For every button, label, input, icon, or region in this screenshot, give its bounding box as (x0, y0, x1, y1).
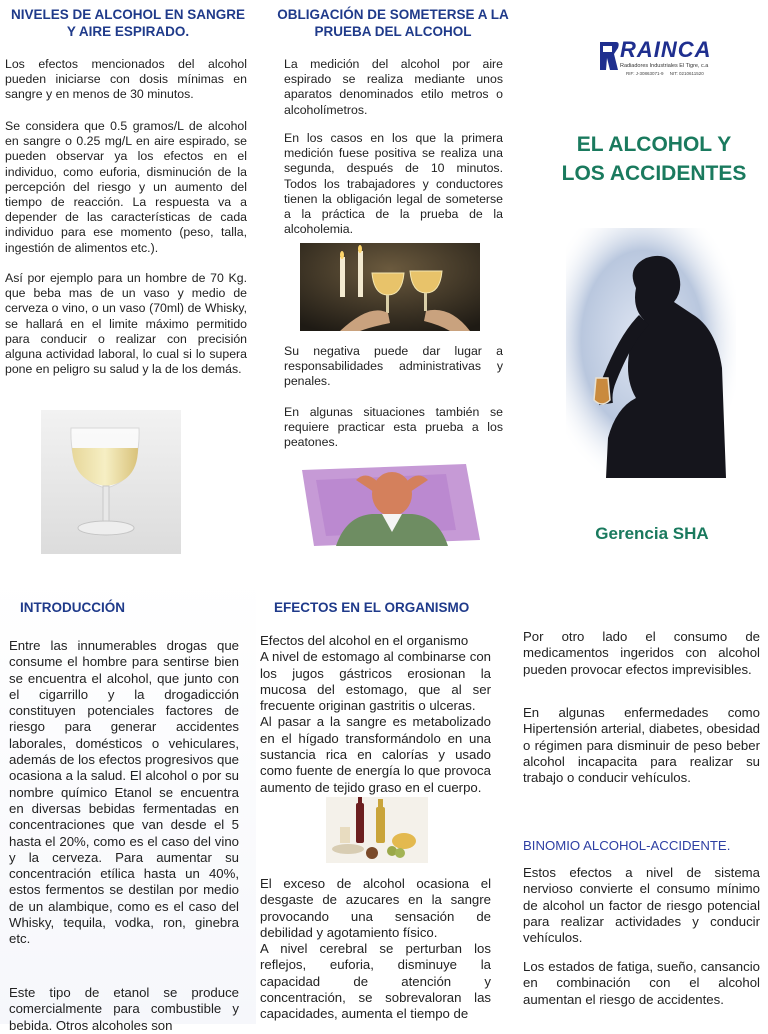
obligacion-p1: La medición del alcohol por aire espirado se realiza mediante unos aparatos denominados etilo metros o alcoholímetros. (284, 57, 503, 117)
rainca-logo (598, 38, 720, 82)
panel-efectos (256, 575, 512, 1024)
rainca-logo-sub: Radiadores Industriales El Tigre, c.a (620, 63, 709, 69)
niveles-p3: Así por ejemplo para un hombre de 70 Kg. que beba mas de un vaso y medio de cerveza o vino, o un vaso (70ml) de Whisky, se hallará en el limite máximo permitido para conducir o realizar con precisión alguna actividad laboral, lo cual si lo supera pone en peligro su salud y la de los demás. (5, 271, 247, 377)
efectos-block2 (260, 876, 491, 1023)
efectos-p2a: El exceso de alcohol ocasiona el desgaste de azucares en la sangre provocando una sensación de debilidad y agotamiento físico. (260, 876, 491, 940)
introduccion-p1: Entre las innumerables drogas que consume el hombre para sentirse bien se encuentra el alcohol, que junto con el cigarrillo y la drogadicción constituyen potenciales factores de riesgo para generar accidentes laborales, domésticos o vehiculares, además de los efectos progresivos que ocasiona a la salud. El alcohol o por su nombre químico Etanol se encuentra en diversas bebidas fermentadas en concentraciones que van desde el 5 hasta el 20%, como es el caso del vino y la cerveza. Para aumentar su concentración etílica hasta un 40%, estos fermentos se destilan por medio de un alambique, como es el caso del Whisky, tequila, vodka, ron, ginebra etc. (9, 638, 239, 947)
bottles-food-image (326, 797, 428, 863)
binomio-p1: Por otro lado el consumo de medicamentos ingeridos con alcohol pueden provocar efectos imprevisibles. (523, 629, 760, 677)
panel-niveles (0, 0, 256, 575)
efectos-p2b: A nivel cerebral se perturban los reflejos, euforia, disminuye la capacidad de atención y concentración, se sobrevaloran las capacidades, aumenta el tiempo de (260, 941, 491, 1022)
efectos-block1 (260, 633, 491, 796)
binomio-p3: Estos efectos a nivel de sistema nervioso convierte el consumo mínimo de alcohol un factor de riesgo potencial para realizar actividades y conducir vehículos. (523, 865, 760, 946)
toast-image (300, 243, 480, 331)
niveles-p2: Se considera que 0.5 gramos/L de alcohol en sangre o 0.25 mg/L en aire espirado, se pueden observar ya los efectos en el individuo, como euforia, disminución de la percepción del riesgo y un aumento del tiempo de reacción. La respuesta va a depender de las características de cada individuo para ese momento (peso, talla, ingestión de alimentos etc.). (5, 119, 247, 255)
obligacion-heading: OBLIGACIÓN DE SOMETERSE A LA PRUEBA DEL ALCOHOL (277, 7, 509, 39)
headache-man-image (296, 460, 484, 548)
panel-obligacion (256, 0, 512, 575)
efectos-p1c: Al pasar a la sangre es metabolizado en el hígado transformándolo en una sustancia rica en calorías y usado como fuente de energía lo que provoca aumento de tejido graso en el cuerpo. (260, 714, 491, 795)
obligacion-p2: En los casos en los que la primera medición fuese positiva se realiza una segunda, después de 10 minutos. Todos los trabajadores y conductores tienen la obligación legal de someterse a la práctica de la prueba de la alcoholemia. (284, 131, 503, 237)
introduccion-p2: Este tipo de etanol se produce comercialmente para combustible y bebida. Otros alcoholes son (9, 985, 239, 1033)
wine-glass-image (41, 410, 181, 554)
niveles-p1: Los efectos mencionados del alcohol pueden iniciarse con dosis mínimas en sangre y en menos de 30 minutos. (5, 57, 247, 102)
efectos-p1a: Efectos del alcohol en el organismo (260, 633, 469, 648)
rainca-logo-mark-icon (598, 40, 620, 72)
efectos-heading: EFECTOS EN EL ORGANISMO (274, 600, 470, 615)
drinking-man-image (566, 228, 736, 478)
cover-footer: Gerencia SHA (595, 524, 709, 543)
rainca-logo-text: RAINCA (620, 37, 712, 62)
panel-introduccion (0, 575, 256, 1033)
cover-title (542, 130, 766, 188)
panel-binomio (512, 575, 768, 1024)
panel-cover (512, 0, 768, 575)
rainca-logo-rif: RIF: J-30863071-9 NIT: 0210611520 (626, 71, 704, 76)
obligacion-p4: En algunas situaciones también se requiere practicar esta prueba a los peatones. (284, 405, 503, 450)
binomio-heading: BINOMIO ALCOHOL-ACCIDENTE. (523, 838, 731, 853)
obligacion-p3: Su negativa puede dar lugar a responsabilidades administrativas y penales. (284, 344, 503, 389)
introduccion-heading: INTRODUCCIÓN (20, 600, 125, 615)
binomio-p4: Los estados de fatiga, sueño, cansancio en combinación con el alcohol aumentan el riesgo de accidentes. (523, 959, 760, 1007)
cover-title-line1: EL ALCOHOL Y (576, 133, 732, 156)
niveles-heading: NIVELES DE ALCOHOL EN SANGRE Y AIRE ESPIRADO. (10, 7, 246, 39)
efectos-p1b: A nivel de estomago al combinarse con los jugos gástricos erosionan la mucosa del estomago, que al ser frecuente originan gastritis o ulceras. (260, 649, 491, 714)
binomio-p2: En algunas enfermedades como Hipertensión arterial, diabetes, obesidad o régimen para disminuir de peso beber alcohol incapacita para realizar su trabajo o conducir vehículos. (523, 705, 760, 786)
cover-title-line2: LOS ACCIDENTES (561, 162, 747, 185)
